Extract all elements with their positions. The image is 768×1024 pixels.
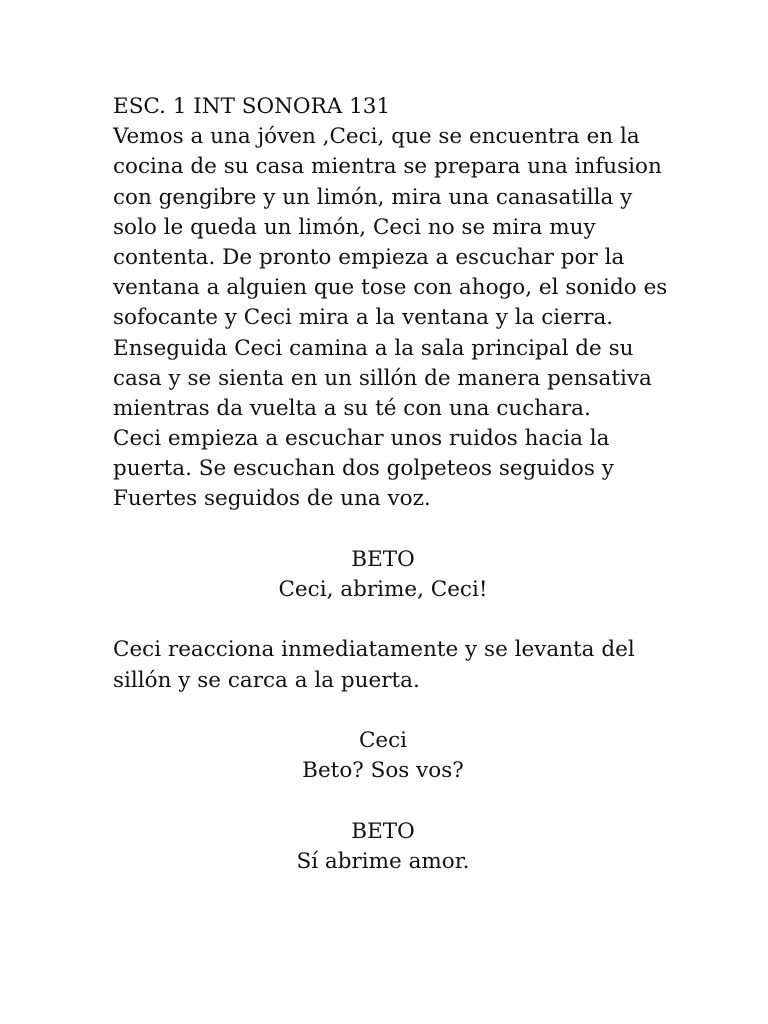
dialogue-block-2: [113, 726, 653, 786]
action-line: cocina de su casa mientra se prepara una infusion: [113, 154, 662, 180]
action-line: mientras da vuelta a su té con una cuchara.: [113, 395, 591, 421]
action-line: Enseguida Ceci camina a la sala principal de su: [113, 335, 634, 361]
character-name: BETO: [351, 546, 415, 572]
action-line: Fuertes seguidos de una voz.: [113, 486, 431, 512]
action-line: solo le queda un limón, Ceci no se mira muy: [113, 214, 596, 240]
action-line: sillón y se carca a la puerta.: [113, 667, 420, 693]
action-paragraph-1: [113, 122, 668, 514]
dialogue-line: Beto? Sos vos?: [302, 758, 464, 784]
blank-line: [113, 605, 653, 635]
action-line: casa y se sienta en un sillón de manera pensativa: [113, 365, 652, 391]
action-line: con gengibre y un limón, mira una canasatilla y: [113, 184, 633, 210]
action-line: puerta. Se escuchan dos golpeteos seguidos y: [113, 456, 614, 482]
blank-line: [113, 515, 653, 545]
action-paragraph-2: [113, 635, 653, 695]
action-line: Ceci reacciona inmediatamente y se levanta del: [113, 637, 635, 663]
character-name: BETO: [351, 818, 415, 844]
script-page: [113, 92, 668, 877]
character-name: Ceci: [358, 727, 408, 753]
action-line: contenta. De pronto empieza a escuchar por la: [113, 244, 625, 270]
blank-line: [113, 786, 653, 816]
dialogue-line: Sí abrime amor.: [296, 848, 470, 874]
blank-line: [113, 696, 653, 726]
action-line: ventana a alguien que tose con ahogo, el sonido es: [113, 275, 668, 301]
dialogue-block-1: [113, 545, 653, 605]
scene-heading: ESC. 1 INT SONORA 131: [113, 94, 391, 119]
dialogue-block-3: [113, 817, 653, 877]
dialogue-line: Ceci, abrime, Ceci!: [278, 577, 488, 602]
action-line: Ceci empieza a escuchar unos ruidos hacia la: [113, 426, 610, 452]
action-line: sofocante y Ceci mira a la ventana y la cierra.: [113, 305, 614, 331]
action-line: Vemos a una jóven ,Ceci, que se encuentra en la: [113, 124, 640, 150]
